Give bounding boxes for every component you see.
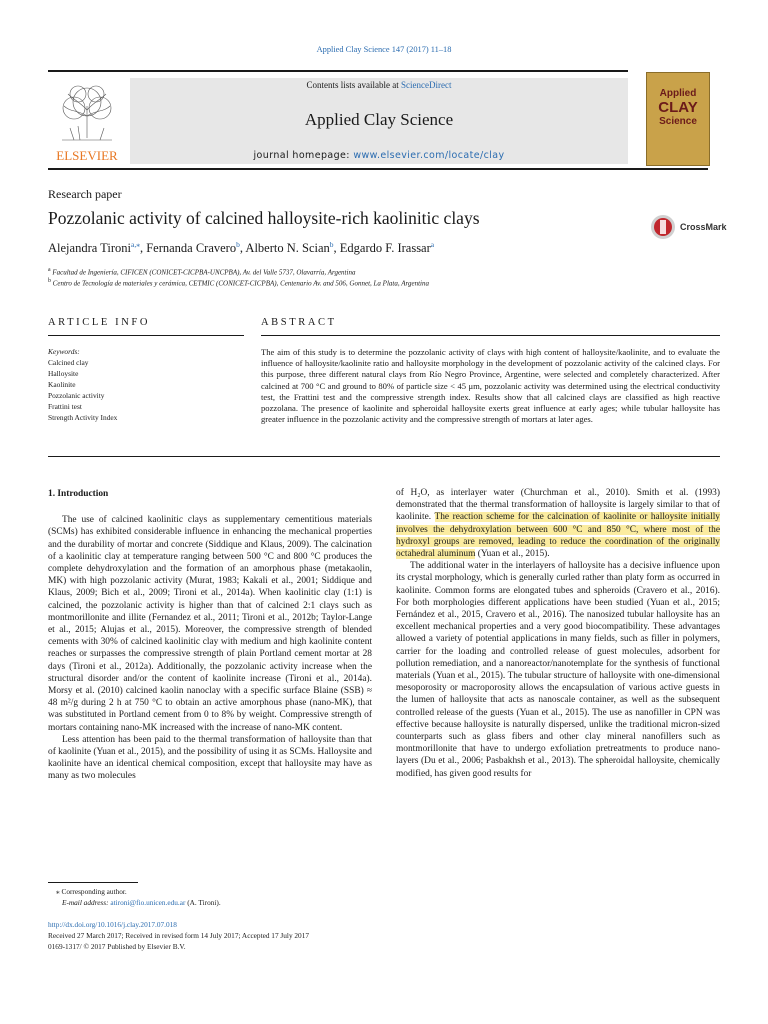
body-paragraph: Less attention has been paid to the thermal transformation of halloysite than that of kaolinite (Yuan et al., 2015), and the possibility of using it as SCMs. Halloysite and kaolinite have an identical chemical composition, except that halloysite may have as many as two molecules bbox=[48, 734, 372, 782]
header-top-rule bbox=[48, 70, 628, 72]
front-matter-bottom-rule bbox=[48, 456, 720, 457]
cover-title-line1: Applied bbox=[659, 88, 697, 99]
keyword: Pozzolanic activity bbox=[48, 391, 105, 400]
abstract-rule bbox=[261, 335, 720, 336]
journal-cover-thumbnail[interactable] bbox=[646, 72, 710, 166]
author-name[interactable]: Edgardo F. Irassar bbox=[339, 241, 431, 256]
crossmark-icon bbox=[650, 213, 676, 241]
author-affiliation-marker[interactable]: b bbox=[236, 240, 240, 249]
section-heading-introduction: 1. Introduction bbox=[48, 489, 109, 499]
affiliation bbox=[48, 278, 429, 287]
affiliation-text: Centro de Tecnología de materiales y cerámica, CETMIC (CONICET-CICPBA), Centenario Av. and 506, Gonnet, La Plata, Argentina bbox=[52, 279, 429, 288]
body-left-column bbox=[48, 488, 372, 783]
keywords-list bbox=[48, 357, 117, 423]
journal-title: Applied Clay Science bbox=[304, 110, 454, 129]
author-name[interactable]: Alberto N. Scian bbox=[245, 241, 330, 256]
paragraph-text: (Yuan et al., 2015). bbox=[475, 549, 550, 560]
elsevier-wordmark: ELSEVIER bbox=[56, 148, 118, 163]
crossmark-badge[interactable] bbox=[650, 213, 727, 241]
keywords-label: Keywords: bbox=[48, 347, 80, 356]
received-dates: Received 27 March 2017; Received in revised form 14 July 2017; Accepted 17 July 2017 bbox=[48, 931, 310, 940]
body-paragraph bbox=[396, 487, 720, 560]
affiliation bbox=[48, 267, 355, 276]
cover-title-line3: Science bbox=[659, 116, 697, 127]
abstract-heading: ABSTRACT bbox=[261, 317, 337, 328]
author-name[interactable]: Fernanda Cravero bbox=[146, 241, 237, 256]
doi-link[interactable] bbox=[48, 920, 177, 930]
cover-sub bbox=[647, 77, 709, 83]
article-title: Pozzolanic activity of calcined halloysite-rich kaolinitic clays bbox=[48, 208, 480, 228]
author-affiliation-marker[interactable]: a bbox=[430, 240, 435, 249]
elsevier-tree-logo bbox=[48, 76, 126, 164]
keyword: Frattini test bbox=[48, 402, 82, 411]
contents-available-line bbox=[130, 80, 628, 90]
contents-prefix: Contents lists available at bbox=[306, 80, 401, 90]
email-footnote bbox=[62, 898, 221, 908]
footnote-rule bbox=[48, 882, 138, 883]
copyright-line: 0169-1317/ © 2017 Published by Elsevier B.V. bbox=[48, 942, 186, 951]
cover-title-line2: CLAY bbox=[658, 99, 698, 116]
journal-reference[interactable]: Applied Clay Science 147 (2017) 11–18 bbox=[316, 45, 452, 54]
sciencedirect-link[interactable]: ScienceDirect bbox=[401, 80, 452, 90]
email-suffix: (A. Tironi). bbox=[185, 898, 221, 907]
homepage-prefix: journal homepage: bbox=[253, 150, 354, 161]
keyword: Calcined clay bbox=[48, 358, 89, 367]
keyword: Halloysite bbox=[48, 369, 79, 378]
journal-homepage-link[interactable]: www.elsevier.com/locate/clay bbox=[353, 150, 505, 161]
journal-homepage-line bbox=[130, 150, 628, 161]
body-paragraph: The use of calcined kaolinitic clays as supplementary cementitious materials (SCMs) has exhibited considerable influence in enhancing the mechanical properties and the durability of mortar and concrete (Siddique and Klaus, 2009). The calcination of a kaolinitic clay at temperature ranging between 500 °C and 800 °C produces the complete dehydroxylation and the formation of an amorphous phase (metakaolin, MK) with high pozzolanic activity (Murat, 1983; Kakali et al., 2001; Siddique and Klaus, 2009; Bich et al., 2009; Tironi et al., 2014a). When kaolinitic clay (1:1) is calcined, the pozzolanic activity is higher than that of calcined 2:1 clays such as montmorillonite and illite (Fernandez et al., 2011; Tironi et al., 2012b; Taylor-Lange et al., 2015; Alujas et al., 2015). Moreover, the compressive strength of blended cements with 30% of calcined kaolinitic clay with medium and high kaolinite content reaches or surpasses the compressive strength of plain Portland cement mortar at 28 days (Tironi et al., 2012a). Additionally, the pozzolanic activity increase when the structural disorder and/or the content of kaolinite increase (Tironi et al., 2014a). Morsy et al. (2010) calcined kaolin nanoclay with a specific surface Blaine (SSB) ≈ 48 m²/g during 2 h at 750 °C to obtain an active amorphous phase (nano-MK), that was substituted in Portland cement from 0 to 8% by weight. Compressive strength of mortars containing nano-MK increased with the increase of nano-MK content. bbox=[48, 515, 372, 733]
cover-title bbox=[647, 87, 709, 128]
corresponding-author-note: ⁎ Corresponding author. bbox=[56, 887, 127, 896]
highlighted-passage[interactable]: The reaction scheme for the calcination of kaolinite or halloysite initially involves the dehydroxylation between 600 °C and 850 °C, where most of the hydroxyl groups are removed, leading to reduce the coordination of the originally octahedral aluminum bbox=[396, 512, 720, 560]
affiliation-marker: b bbox=[48, 278, 51, 284]
article-info-heading: ARTICLE INFO bbox=[48, 317, 151, 328]
author-list: Alejandra Tironi$^{a,⁎}$, Fernanda Cravero$^b$, Alberto N. Scian$^b$, Edgardo F. Irassar$^a$ bbox=[48, 240, 435, 256]
doi-text[interactable]: http://dx.doi.org/10.1016/j.clay.2017.07.018 bbox=[48, 920, 177, 929]
affiliation-marker: a bbox=[48, 267, 51, 273]
author-affiliation-marker[interactable]: a,⁎ bbox=[130, 240, 140, 249]
crossmark-label: CrossMark bbox=[680, 222, 727, 232]
affiliation-text: Facultad de Ingeniería, CIFICEN (CONICET-CICPBA-UNCPBA), Av. del Valle 5737, Olavarría, Argentina bbox=[52, 268, 356, 277]
email-label: E-mail address: bbox=[62, 898, 111, 907]
keyword: Kaolinite bbox=[48, 380, 76, 389]
body-right-column bbox=[396, 487, 720, 780]
keyword: Strength Activity Index bbox=[48, 413, 118, 422]
author-email-link[interactable]: atironi@fio.unicen.edu.ar bbox=[110, 898, 186, 907]
article-info-rule bbox=[48, 335, 244, 336]
abstract-text: The aim of this study is to determine the pozzolanic activity of clays with high content of halloysite/kaolinite, and to evaluate the influence of halloysite/kaolinite ratio and halloysite morphology in the development of pozzolanic activity of the calcined clays. For this purpose, three different natural clays from Río Negro Province, Argentine, were selected and completely characterized. After calcined at 700 °C and ground to 80% of particle size < 45 μm, pozzolanic activity was determined using the electrical conductivity test, the Frattini test and the compressive strength index. Results show that all calcined clays are classified as high reactive pozzolana. The presence of kaolinite and spheroidal halloysite exerts great influence at early ages; while tubular halloysite has greater influence in the pozzolanic activity and the compressive strength of mortars at later ages. bbox=[261, 347, 720, 425]
header-bottom-rule bbox=[48, 168, 708, 170]
paragraph-text: of H₂O, as interlayer water (Churchman et al., 2010). Smith et al. (1993) demonstrated that the thermal transformation of halloysite is largely similar to that of kaolinite. bbox=[396, 488, 720, 523]
author-name[interactable]: Alejandra Tironi bbox=[48, 241, 131, 256]
author-affiliation-marker[interactable]: b bbox=[329, 240, 334, 249]
article-type: Research paper bbox=[48, 187, 122, 201]
body-paragraph: The additional water in the interlayers of halloysite has a decisive influence upon its crystal morphology, which is generally curled rather than platy form as occurred in kaolinite. Common forms are elongated tubes and spheroids (Cravero et al., 2016). For both morphologies different applications have been studied (Yuan et al., 2015; Fernández et al., 2015, Cravero et al., 2016). The nanosized tubular halloysite has an excellent mechanical properties and a very good biocompatibility. These advantages allowed a variety of potential applications in many fields, such as filler in polymers, carrier for the loading and controlled release of guest molecules, adsorbent for pollution remediation, and a nanoreactor/nanotemplate for the synthesis of functional materials (Yuan et al., 2015). The tubular structure of halloysite with one-dimensional mesoporosity or macroporosity allows the encapsulation of various active guests in the lumen of halloysite that acts as nanoscale container, as well as the subsequent controlled release of the guests (Yuan et al., 2015). The use as nanofiller in CPN was effective because halloysite is naturally dispersed, unlike the traditional micron-sized counterparts such as glass fibers and other clay mineral nanofillers such as montmorillonite that have to undergo exfoliation pretreatments to produce nano-layers (Du et al., 2006; Pasbakhsh et al., 2013). The spheroidal halloysite, chemically modified, has given good results for bbox=[396, 561, 720, 779]
